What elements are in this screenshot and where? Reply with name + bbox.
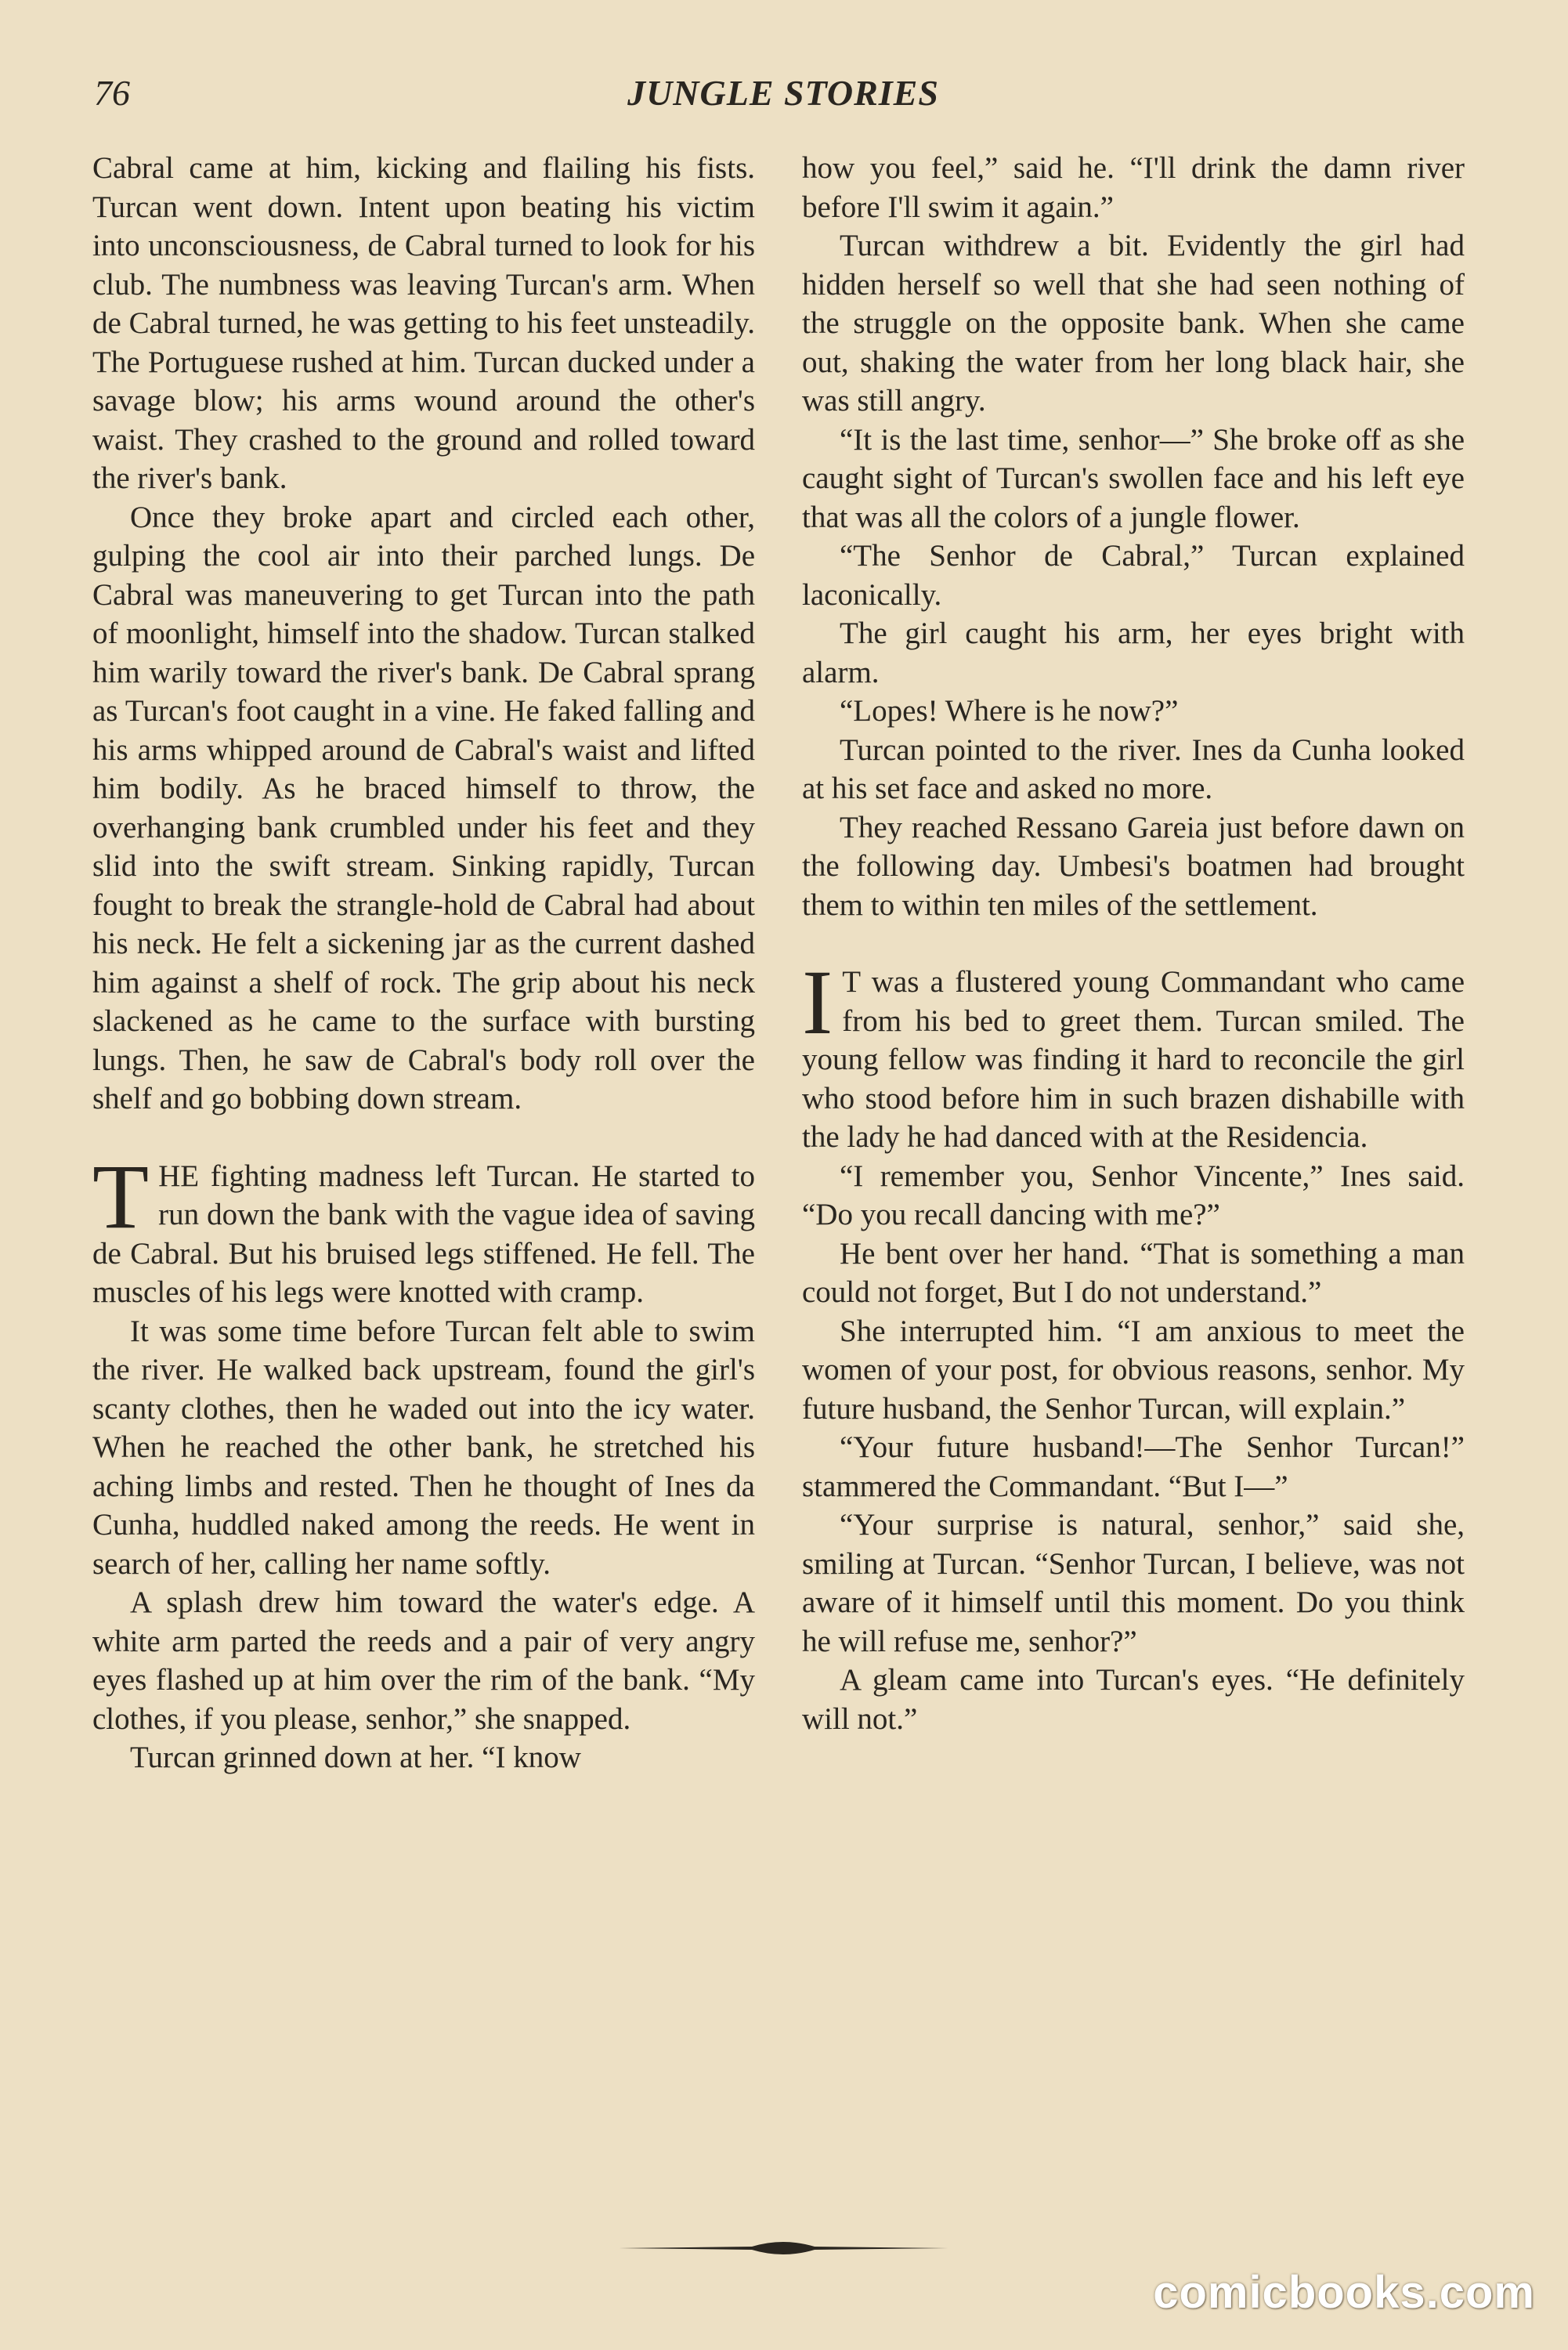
paragraph-text: HE fighting madness left Turcan. He started to run down the bank with the vague idea of saving de Cabral. But his bruised legs stiffened. He fell. The muscles of his legs were knotted with cramp. (92, 1159, 755, 1309)
paragraph: “Your surprise is natural, senhor,” said she, smiling at Turcan. “Senhor Turcan, I believe, was not aware of it himself until this moment. Do you think he will refuse me, senhor?” (802, 1508, 1465, 1658)
paragraph: Cabral came at him, kicking and flailing his fists. Turcan went down. Intent upon beating his victim into unconsciousness, de Cabral turned to look for his club. The numbness was leaving Turcan's arm. When de Cabral turned, he was getting to his feet unsteadily. The Portuguese rushed at him. Turcan ducked under a savage blow; his arms wound around the other's waist. They crashed to the ground and rolled toward the river's bank. (92, 151, 755, 495)
paragraph: He bent over her hand. “That is something a man could not forget, But I do not understand.” (802, 1236, 1465, 1309)
section-paragraph (92, 1144, 755, 1312)
paragraph: “Lopes! Where is he now?” (840, 694, 1179, 728)
paragraph: “It is the last time, senhor—” She broke off as she caught sight of Turcan's swollen face and his left eye that was all the colors of a jungle flower. (802, 422, 1465, 534)
paragraph: Turcan withdrew a bit. Evidently the girl had hidden herself so well that she had seen nothing of the struggle on the opposite bank. When she came out, shaking the water from her long black hair, she was still angry. (802, 229, 1465, 418)
paragraph: Once they broke apart and circled each other, gulping the cool air into their parched lungs. De Cabral was maneuvering to get Turcan into the path of moonlight, himself into the shadow. Turcan stalked him warily toward the river's bank. De Cabral sprang as Turcan's foot caught in a vine. He faked falling and his arms whipped around de Cabral's waist and lifted him bodily. As he braced himself to throw, the overhanging bank crumbled under his feet and they slid into the swift stream. Sinking rapidly, Turcan fought to break the strangle-hold de Cabral had about his neck. He felt a sickening jar as the current dashed him against a shelf of rock. The grip about his neck slackened as he came to the surface with bursting lungs. Then, he saw de Cabral's body roll over the shelf and go bobbing down stream. (92, 500, 755, 1115)
paragraph: They reached Ressano Gareia just before dawn on the following day. Umbesi's boatmen had brought them to within ten miles of the settlement. (802, 810, 1465, 922)
page-number: 76 (94, 73, 130, 113)
paragraph: “The Senhor de Cabral,” Turcan explained laconically. (802, 539, 1465, 612)
paragraph: how you feel,” said he. “I'll drink the damn river before I'll swim it again.” (802, 151, 1465, 224)
left-column (92, 149, 755, 2154)
right-column (802, 149, 1465, 2154)
running-title: JUNGLE STORIES (627, 73, 939, 113)
drop-cap: I (802, 951, 833, 1054)
page-header (94, 72, 1472, 127)
paragraph: It was some time before Turcan felt able to swim the river. He walked back upstream, found the girl's scanty clothes, then he waded out into the icy water. When he reached the other bank, he stretched his aching limbs and rested. Then he thought of Ines da Cunha, huddled naked among the reeds. He went in search of her, calling her name softly. (92, 1314, 755, 1581)
paragraph: “I remember you, Senhor Vincente,” Ines said. “Do you recall dancing with me?” (802, 1159, 1465, 1231)
paragraph: A gleam came into Turcan's eyes. “He definitely will not.” (802, 1663, 1465, 1736)
watermark: comicbooks.com (1153, 2267, 1535, 2318)
section-paragraph (802, 951, 1465, 1157)
paragraph: Turcan pointed to the river. Ines da Cunha looked at his set face and asked no more. (802, 732, 1465, 805)
drop-cap: T (92, 1144, 150, 1248)
paragraph: A splash drew him toward the water's edge. A white arm parted the reeds and a pair of very angry eyes flashed up at him over the rim of the bank. “My clothes, if you please, senhor,” she snapped. (92, 1585, 755, 1736)
paragraph: Turcan grinned down at her. “I know (130, 1741, 581, 1774)
paragraph-text: T was a flustered young Commandant who came from his bed to greet them. Turcan smiled. The young fellow was finding it hard to reconcile the girl who stood before him in such brazen dishabille with the lady he had danced with at the Residencia. (802, 965, 1465, 1154)
end-ornament (619, 2239, 948, 2258)
paragraph: She interrupted him. “I am anxious to meet the women of your post, for obvious reasons, senhor. My future husband, the Senhor Turcan, will explain.” (802, 1314, 1465, 1426)
paragraph: “Your future husband!—The Senhor Turcan!” stammered the Commandant. “But I—” (802, 1430, 1465, 1503)
paragraph: The girl caught his arm, her eyes bright with alarm. (802, 616, 1465, 689)
